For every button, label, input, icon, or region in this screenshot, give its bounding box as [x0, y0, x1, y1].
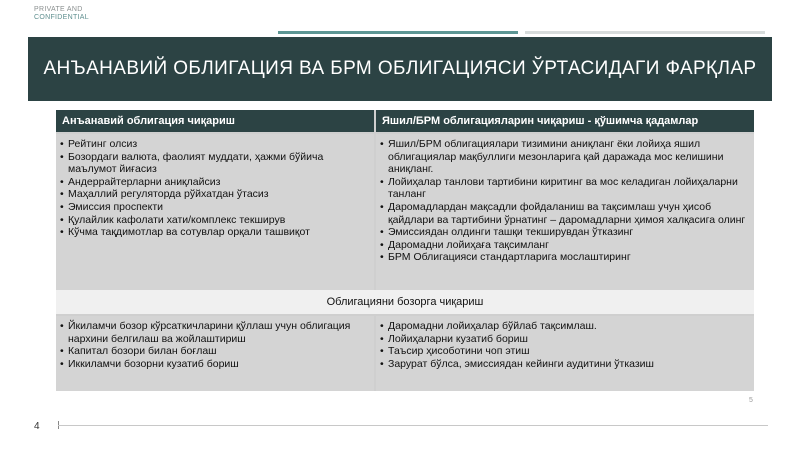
market-green-list: [376, 316, 754, 370]
comparison-table: [56, 110, 754, 391]
list-item: • Даромадни лойиҳалар бўйлаб тақсимлаш.: [380, 320, 750, 333]
issue-traditional-cell: [56, 134, 374, 300]
list-item: • Даромадлардан мақсадли фойдаланиш ва тақсимлаш учун ҳисоб қайдлари ва тартибини ўрнатинг – даромадларни ҳимоя халқасига олинг: [380, 201, 750, 226]
accent-bar-light: [525, 31, 765, 34]
accent-bar: [278, 31, 518, 34]
list-item: • Андеррайтерларни аниқлайсиз: [60, 176, 370, 189]
slide-small-number: 5: [749, 397, 753, 404]
confidential-line1: PRIVATE AND: [34, 6, 83, 13]
issue-green-list: [376, 134, 754, 264]
market-launch-row: Облигацияни бозорга чиқариш: [56, 290, 754, 314]
list-item: • Даромадни лойиҳаға тақсимланг: [380, 239, 750, 252]
header-traditional: Анъанавий облигация чиқариш: [56, 110, 374, 132]
confidential-line2: CONFIDENTIAL: [34, 14, 89, 21]
list-item: • Кўчма тақдимотлар ва сотувлар орқали ташвиқот: [60, 226, 370, 239]
issue-green-cell: [376, 134, 754, 300]
list-item: • Рейтинг олсиз: [60, 138, 370, 151]
list-item: • Лойиҳаларни кузатиб бориш: [380, 333, 750, 346]
issue-traditional-list: [56, 134, 374, 239]
list-item: • Йкиламчи бозор кўрсаткичларини қўллаш учун облигация нархини белгилаш ва жойлаштириш: [60, 320, 370, 345]
list-item: • Капитал бозори билан боғлаш: [60, 345, 370, 358]
list-item: • Лойиҳалар танлови тартибини киритинг ва мос келадиган лойиҳаларни танланг: [380, 176, 750, 201]
list-item: • Зарурат бўлса, эмиссиядан кейинги аудитини ўтказиш: [380, 358, 750, 371]
confidential-mark: [34, 6, 104, 22]
footer-line: [58, 425, 768, 426]
market-traditional-list: [56, 316, 374, 370]
list-item: • Эмиссиядан олдинги ташқи текширувдан ўтказинг: [380, 226, 750, 239]
list-item: • Иккиламчи бозорни кузатиб бориш: [60, 358, 370, 371]
list-item: • БРМ Облигацияси стандартларига мослаштиринг: [380, 251, 750, 264]
list-item: • Маҳаллий регуляторда рўйхатдан ўтасиз: [60, 188, 370, 201]
slide-title: АНЪАНАВИЙ ОБЛИГАЦИЯ ВА БРМ ОБЛИГАЦИЯСИ ЎРТАСИДАГИ ФАРҚЛАР: [43, 58, 757, 79]
list-item: • Қулайлик кафолати хати/комплекс текширув: [60, 214, 370, 227]
header-green: Яшил/БРМ облигацияларин чиқариш - қўшимча қадамлар: [376, 110, 754, 132]
page-number: 4: [34, 421, 40, 432]
list-item: • Таъсир ҳисоботини чоп этиш: [380, 345, 750, 358]
market-green-cell: [376, 316, 754, 391]
list-item: • Бозордаги валюта, фаолият муддати, ҳажми бўйича маълумот йиғасиз: [60, 151, 370, 176]
list-item: • Яшил/БРМ облигациялари тизимини аниқланг ёки лойиҳа яшил облигациялар мақбуллиги мезонларига қай даражада мос келишини аниқланг.: [380, 138, 750, 176]
market-traditional-cell: [56, 316, 374, 391]
list-item: • Эмиссия проспекти: [60, 201, 370, 214]
title-band: [28, 37, 772, 101]
